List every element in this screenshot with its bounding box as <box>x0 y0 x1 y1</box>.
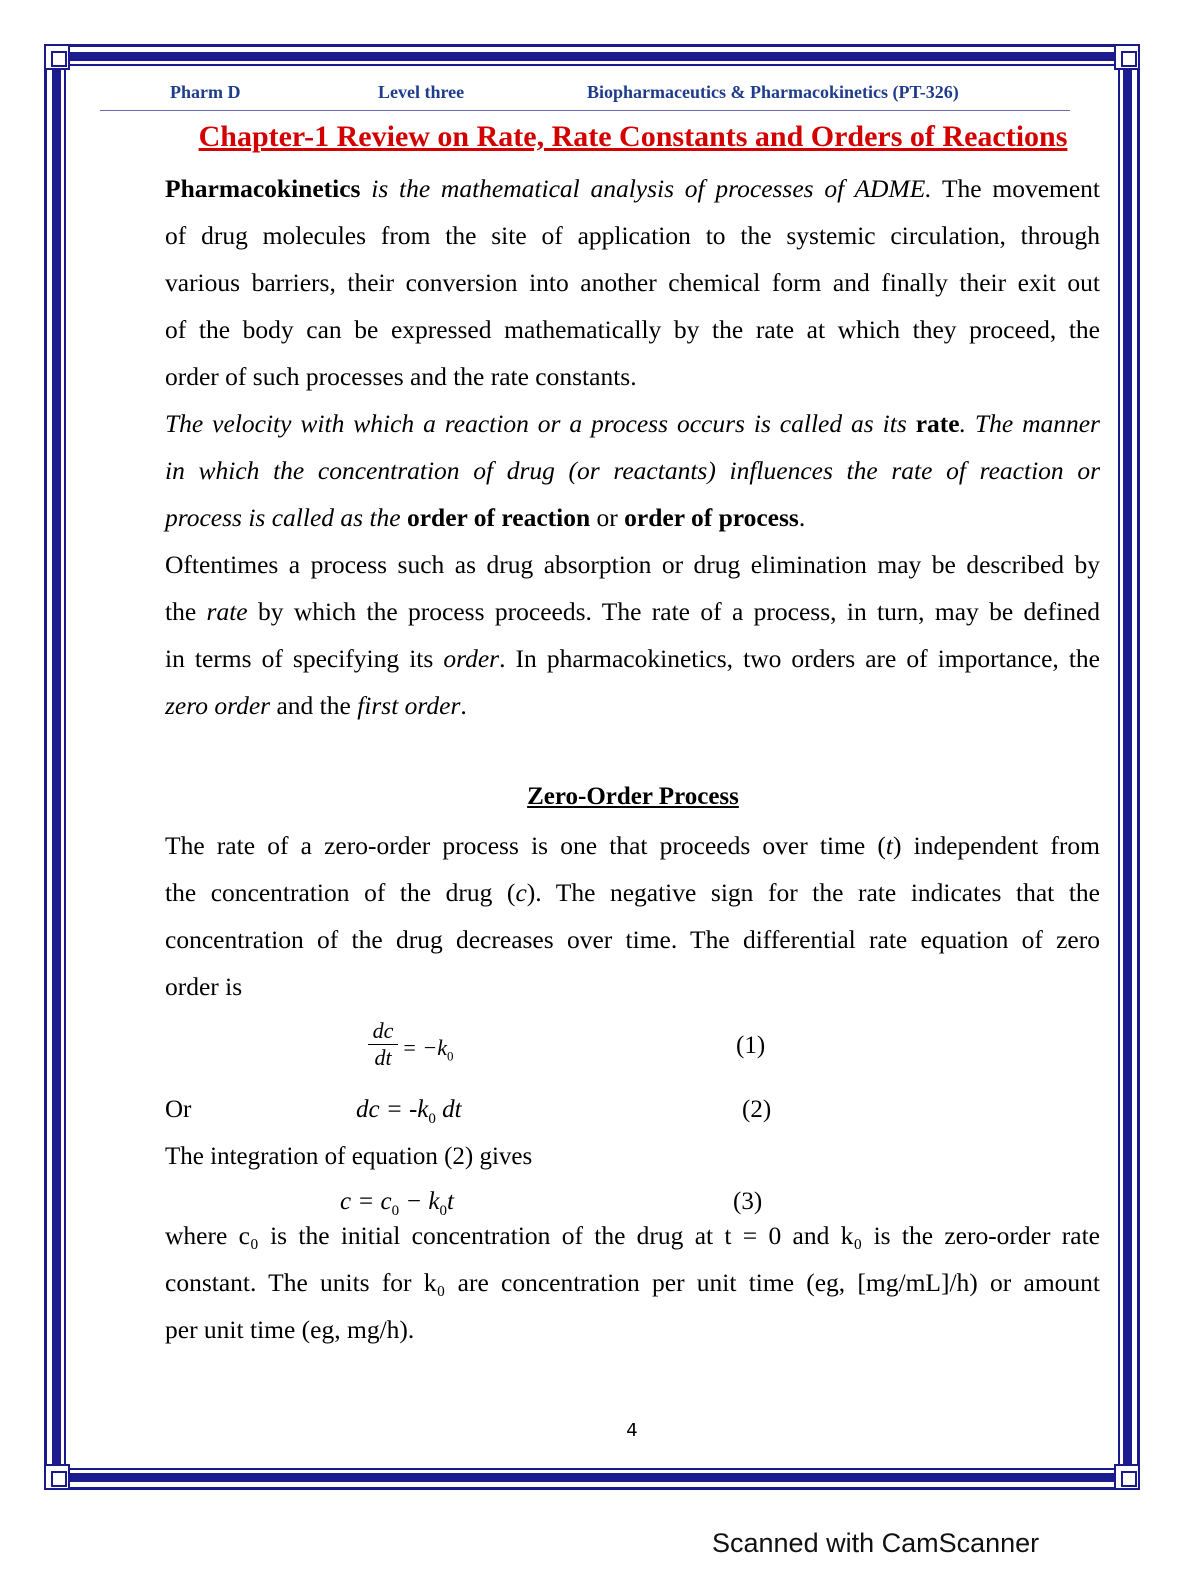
page-number: 4 <box>626 1420 638 1441</box>
equation-1-subscript: 0 <box>446 1048 454 1064</box>
page-header <box>100 80 1070 111</box>
corner-ornament-top-left <box>44 44 70 70</box>
equation-2-subscript: 0 <box>428 1111 436 1127</box>
intro-paragraph <box>165 165 1100 400</box>
scanner-watermark: Scanned with CamScanner <box>712 1528 1040 1558</box>
zero-order-line: order is <box>165 972 243 1001</box>
zero-order-text: ). The negative sign for the rate indicates that the <box>526 878 1100 907</box>
or-label: Or <box>165 1096 192 1123</box>
time-variable: t <box>885 831 893 860</box>
intro-line: order of such processes and the rate constants. <box>165 362 637 391</box>
orders-text: the <box>165 597 197 626</box>
corner-ornament-bottom-left <box>44 1464 70 1490</box>
equation-3-subscript: 0 <box>439 1203 448 1219</box>
order-of-reaction-term: order of reaction <box>406 503 591 532</box>
section-heading-zero-order: Zero-Order Process <box>527 783 739 810</box>
corner-ornament-top-right <box>1114 44 1140 70</box>
intro-text: The movement <box>941 174 1101 203</box>
pharmacokinetics-term: Pharmacokinetics <box>165 174 361 203</box>
intro-line: various barriers, their conversion into another chemical form and finally their exit out <box>165 268 1100 297</box>
equation-1-rhs-text: = −k <box>402 1035 447 1060</box>
first-order-italic: first order <box>357 691 461 720</box>
equation-3-label: (3) <box>733 1188 763 1215</box>
equation-2-text: dc = -k <box>356 1096 429 1123</box>
equation-1-label: (1) <box>736 1032 766 1059</box>
header-level: Level three <box>378 82 465 102</box>
zero-order-text: ) independent from <box>892 831 1101 860</box>
equation-3-subscript: 0 <box>391 1203 400 1219</box>
orders-line: Oftentimes a process such as drug absorption or drug elimination may be described by <box>165 550 1100 579</box>
equation-3-text: t <box>447 1188 454 1215</box>
zero-order-text: the concentration of the drug ( <box>165 878 516 907</box>
intro-line: of drug molecules from the site of application to the systemic circulation, through <box>165 221 1100 250</box>
equation-2-text: dt <box>435 1096 462 1123</box>
equation-1-fraction <box>368 1018 398 1071</box>
corner-ornament-bottom-right <box>1114 1464 1140 1490</box>
rate-definition-paragraph <box>165 400 1100 541</box>
rate-term: rate <box>915 409 960 438</box>
rate-def-text: . The manner <box>959 409 1100 438</box>
equation-3-text: − k <box>399 1188 440 1215</box>
intro-line: of the body can be expressed mathematically by the rate at which they proceed, the <box>165 315 1100 344</box>
zero-order-paragraph <box>165 822 1100 1010</box>
rate-def-text: in which the concentration of drug (or reactants) influences the rate of reaction or <box>165 456 1100 485</box>
chapter-title: Chapter-1 Review on Rate, Rate Constants and Orders of Reactions <box>198 120 1068 153</box>
rate-def-text: process is called as the <box>165 503 401 532</box>
where-paragraph <box>165 1212 1100 1353</box>
equation-3-text: c = c <box>340 1188 392 1215</box>
pharmacokinetics-definition: is the mathematical analysis of processes of ADME. <box>371 174 932 203</box>
orders-text: by which the process proceeds. The rate of a process, in turn, may be defined <box>257 597 1101 626</box>
where-line: where c₀ is the initial concentration of the drug at t = 0 and k₀ is the zero-order rate <box>165 1221 1100 1250</box>
zero-order-italic: zero order <box>165 691 271 720</box>
zero-order-line: concentration of the drug decreases over time. The differential rate equation of zero <box>165 925 1100 954</box>
zero-order-text: The rate of a zero-order process is one that proceeds over time ( <box>165 831 886 860</box>
where-line: per unit time (eg, mg/h). <box>165 1315 415 1344</box>
rate-def-text: . <box>798 503 806 532</box>
orders-text: in terms of specifying its <box>165 644 434 673</box>
concentration-variable: c <box>515 878 527 907</box>
header-course: Biopharmaceutics & Pharmacokinetics (PT-326) <box>587 82 959 102</box>
orders-text: . In pharmacokinetics, two orders are of importance, the <box>499 644 1100 673</box>
integration-text: The integration of equation (2) gives <box>165 1143 533 1170</box>
orders-paragraph <box>165 541 1100 729</box>
header-program: Pharm D <box>170 82 241 102</box>
order-italic: order <box>443 644 500 673</box>
rate-def-text: The velocity with which a reaction or a process occurs is called as its <box>165 409 907 438</box>
equation-1-denominator: dt <box>374 1045 392 1070</box>
orders-text: and the <box>276 691 351 720</box>
equation-2 <box>356 1096 462 1128</box>
order-of-process-term: order of process <box>624 503 799 532</box>
rate-italic: rate <box>206 597 248 626</box>
equation-1-rhs <box>402 1035 453 1064</box>
equation-1-numerator: dc <box>368 1018 398 1045</box>
equation-2-label: (2) <box>742 1096 772 1123</box>
orders-text: . <box>460 691 467 720</box>
rate-def-text: or <box>596 503 618 532</box>
where-line: constant. The units for k₀ are concentration per unit time (eg, [mg/mL]/h) or amount <box>165 1268 1100 1297</box>
